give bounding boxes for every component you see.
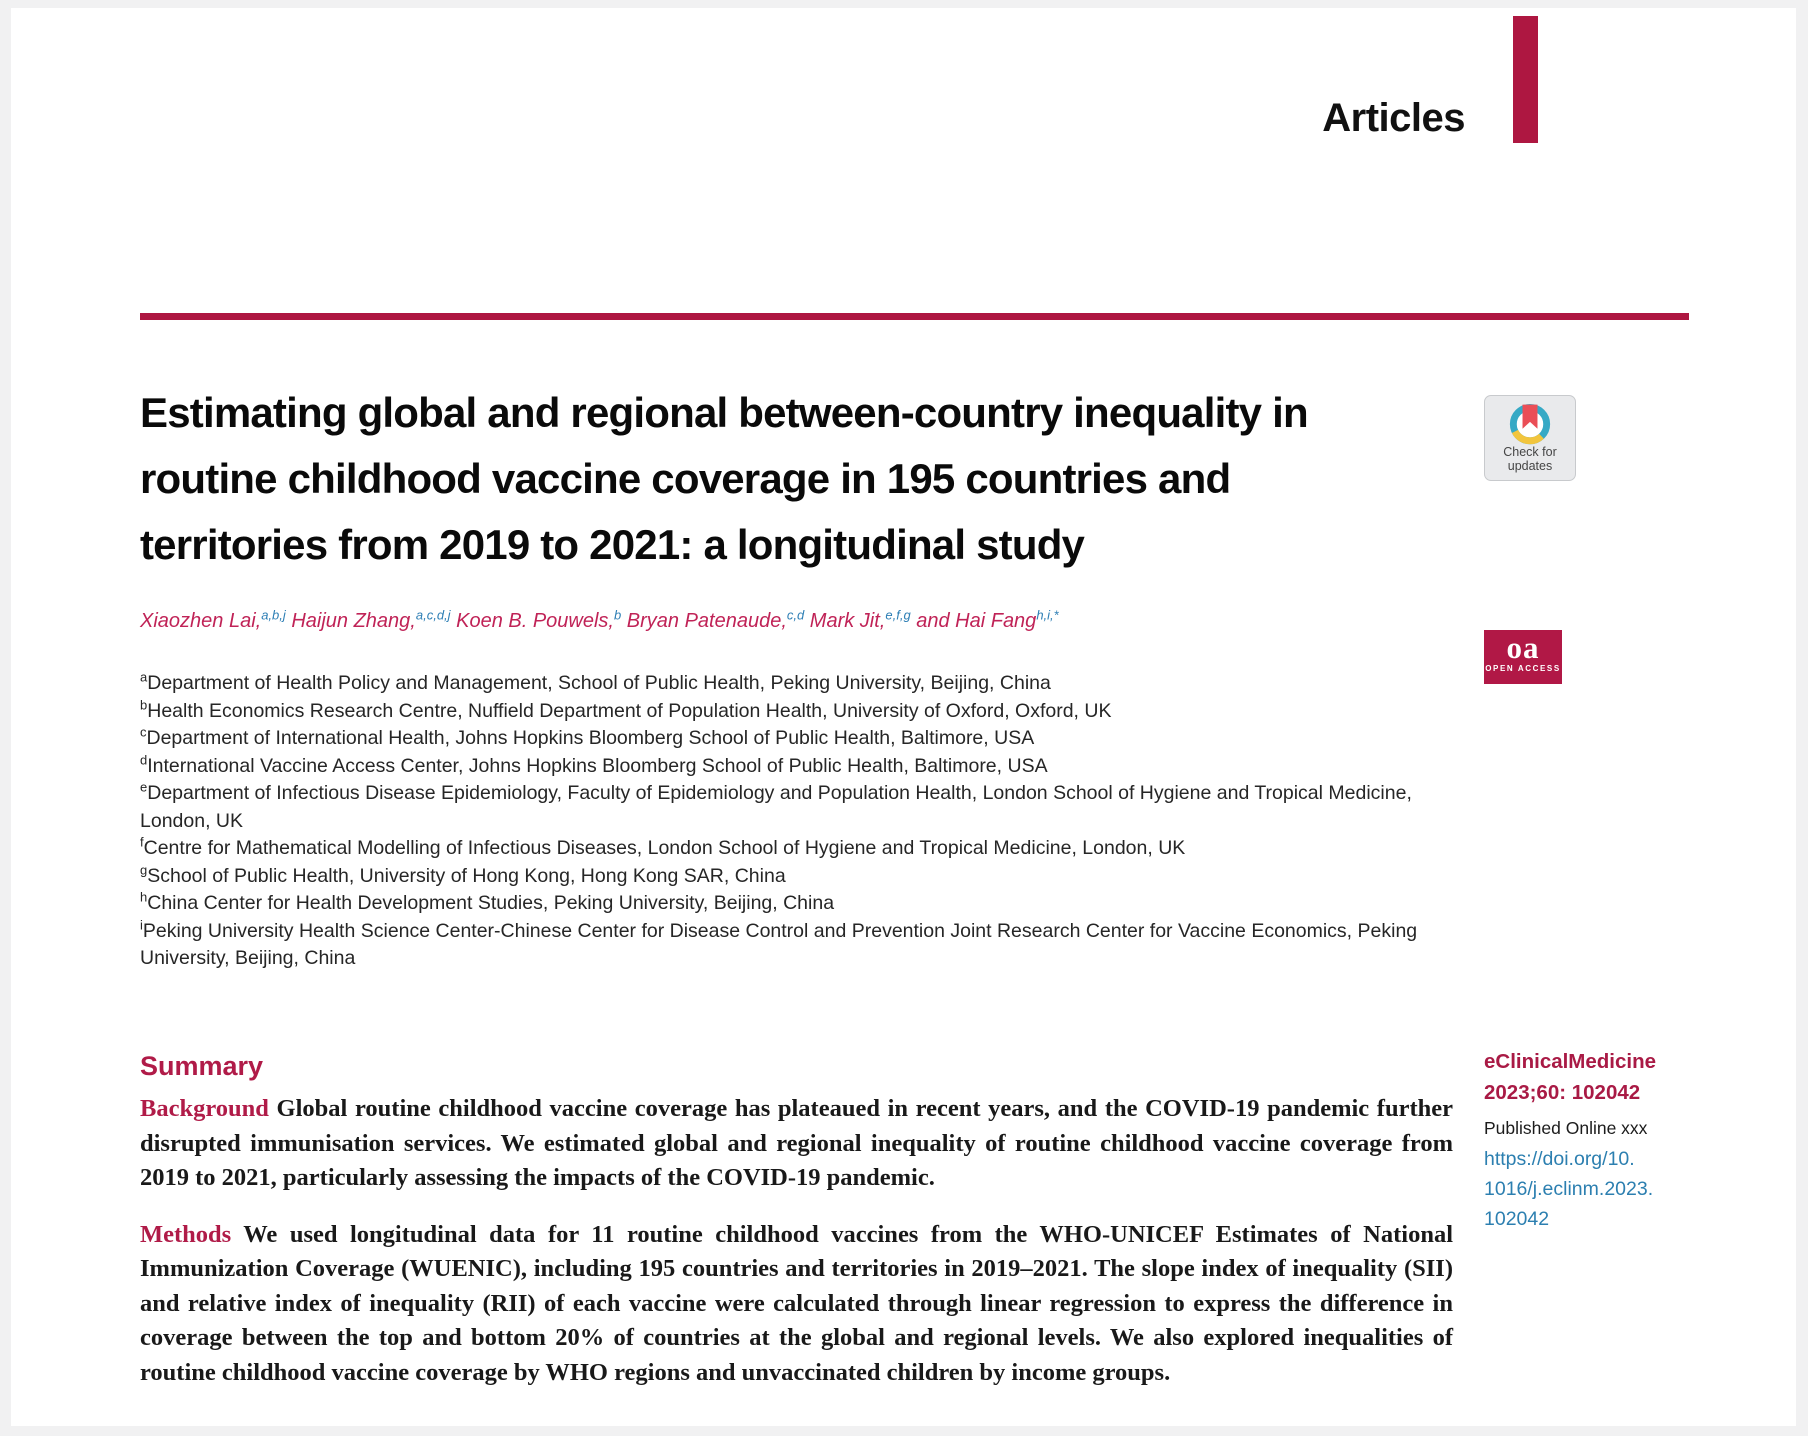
open-access-logo bbox=[1484, 630, 1562, 684]
articles-corner-bar bbox=[1513, 16, 1538, 143]
affiliation-item: $^e$Department of Infectious Disease Epidemiology, Faculty of Epidemiology and Population Health, London School of Hygiene and Tropical Medicine, London, UK bbox=[140, 779, 1412, 832]
author: Bryan Patenaude,$^{c,d}$ bbox=[621, 607, 805, 632]
check-for-updates-badge[interactable] bbox=[1484, 395, 1576, 481]
section-kicker: Articles bbox=[1322, 96, 1465, 140]
affiliation-item: $^a$Department of Health Policy and Management, School of Public Health, Peking University, Beijing, China bbox=[140, 669, 1051, 694]
author: and Hai Fang$^{h,i,*}$ bbox=[910, 607, 1059, 632]
check-for-updates-icon bbox=[1497, 400, 1563, 446]
title-line: territories from 2019 to 2021: a longitudinal study bbox=[140, 521, 1085, 568]
article-title bbox=[140, 380, 1308, 578]
affiliation-item: $^b$Health Economics Research Centre, Nuffield Department of Population Health, University of Oxford, Oxford, UK bbox=[140, 697, 1112, 722]
journal-citation: 2023;60: 102042 bbox=[1484, 1081, 1641, 1104]
affiliation-list bbox=[140, 670, 1458, 973]
methods-text: We used longitudinal data for 11 routine childhood vaccines from the WHO-UNICEF Estimates of National Immunization Coverage (WUENIC), including 195 countries and territories in 2019–2021. The slope index of inequality (SII) and relative index of inequality (RII) of each vaccine were calculated through linear regression to express the difference in coverage between the top and bottom 20% of countries at the global and regional levels. We also explored inequalities of routine childhood vaccine coverage by WHO regions and unvaccinated children by income groups. bbox=[140, 1220, 1454, 1386]
author: Xiaozhen Lai,$^{a,b,j}$ bbox=[140, 607, 286, 632]
background-text: Global routine childhood vaccine coverage has plateaued in recent years, and the COVID-19 pandemic further disrupted immunisation services. We estimated global and regional inequality of routine childhood vaccine coverage from 2019 to 2021, particularly assessing the impacts of the COVID-19 pandemic. bbox=[140, 1095, 1453, 1191]
author-superscript: e,f,g bbox=[885, 607, 911, 623]
open-access-abbr: oa bbox=[1506, 630, 1540, 665]
author-superscript: c,d bbox=[786, 607, 805, 623]
summary-methods-paragraph bbox=[140, 1218, 1453, 1391]
author-superscript: h,i,* bbox=[1036, 607, 1059, 623]
methods-label: Methods bbox=[140, 1220, 232, 1248]
author-superscript: a,b,j bbox=[261, 607, 286, 623]
article-page bbox=[11, 8, 1796, 1426]
background-label: Background bbox=[140, 1095, 269, 1122]
header-rule bbox=[140, 313, 1689, 320]
citation-sidebar bbox=[1484, 1046, 1669, 1234]
author: Koen B. Pouwels,$^b$ bbox=[450, 607, 622, 632]
author-superscript: b bbox=[613, 607, 622, 623]
author: Mark Jit,$^{e,f,g}$ bbox=[804, 607, 911, 632]
author-superscript: a,c,d,j bbox=[415, 607, 451, 623]
summary-background-paragraph bbox=[140, 1092, 1453, 1196]
affiliation-item: $^c$Department of International Health, Johns Hopkins Bloomberg School of Public Health, Baltimore, USA bbox=[140, 724, 1035, 749]
author: Haijun Zhang,$^{a,c,d,j}$ bbox=[285, 607, 451, 632]
title-line: Estimating global and regional between-country inequality in bbox=[140, 389, 1308, 436]
author-list bbox=[140, 607, 1460, 633]
affiliation-item: $^f$Centre for Mathematical Modelling of Infectious Diseases, London School of Hygiene and Tropical Medicine, London, UK bbox=[140, 834, 1186, 859]
summary-heading: Summary bbox=[140, 1051, 264, 1081]
check-for-updates-label: Check for updates bbox=[1503, 445, 1557, 473]
published-online: Published Online xxx bbox=[1484, 1118, 1648, 1138]
doi-link[interactable]: https://doi.org/10. 1016/j.eclinm.2023. 102042 bbox=[1484, 1148, 1654, 1230]
affiliation-item: $^g$School of Public Health, University of Hong Kong, Hong Kong SAR, China bbox=[140, 862, 786, 887]
affiliation-item: $^d$International Vaccine Access Center, Johns Hopkins Bloomberg School of Public Health, Baltimore, USA bbox=[140, 752, 1048, 777]
affiliation-item: $^h$China Center for Health Development Studies, Peking University, Beijing, China bbox=[140, 889, 835, 914]
summary-section bbox=[140, 1050, 1453, 1412]
affiliation-item: $^i$Peking University Health Science Center-Chinese Center for Disease Control and Prevention Joint Research Center for Vaccine Economics, Peking University, Beijing, China bbox=[140, 917, 1418, 969]
open-access-label: OPEN ACCESS bbox=[1485, 664, 1561, 673]
journal-name: eClinicalMedicine bbox=[1484, 1050, 1657, 1073]
title-line: routine childhood vaccine coverage in 195 countries and bbox=[140, 455, 1231, 502]
